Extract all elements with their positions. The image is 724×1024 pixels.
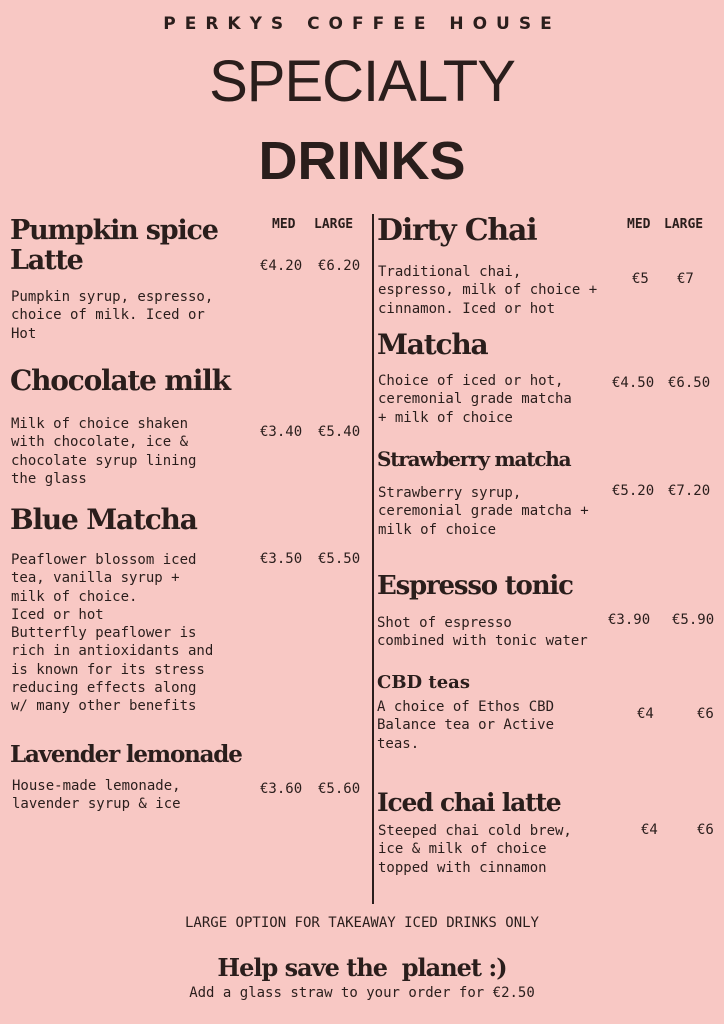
item-price-large: €5.50 [318,551,361,567]
item-name: Blue Matcha [10,503,197,536]
item-price-med: €4.20 [260,258,303,274]
item-price-large: €5.90 [672,612,715,628]
right-med-header: MED [627,217,651,232]
left-med-header: MED [272,217,296,232]
item-name: CBD teas [377,672,470,693]
glass-straw-offer: Add a glass straw to your order for €2.50 [189,985,535,1001]
item-name: Lavender lemonade [10,741,242,768]
item-name: Pumpkin spice Latte [10,215,218,276]
item-price-med: €4.50 [612,375,655,391]
item-description: Strawberry syrup, ceremonial grade matcha + milk of choice [378,485,589,538]
item-price-med: €3.60 [260,781,303,797]
item-name: Iced chai latte [377,788,561,817]
item-description: Choice of iced or hot, ceremonial grade matcha + milk of choice [378,373,572,426]
item-description: Peaflower blossom iced tea, vanilla syrup + milk of choice. Iced or hot Butterfly peaflower is rich in antioxidants and is known for its stress reducing effects along w/ many other benefits [11,552,214,715]
item-name: Matcha [377,328,488,361]
planet-heading: Help save the planet :) [217,953,507,982]
item-name: Espresso tonic [377,571,573,601]
page-title-drinks: DRINKS [258,131,466,191]
item-price-large: €7 [677,271,694,287]
item-price-large: €5.40 [318,424,361,440]
item-price-med: €5.20 [612,483,655,499]
left-large-header: LARGE [314,217,354,232]
item-description: Milk of choice shaken with chocolate, ice & chocolate syrup lining the glass [11,416,197,487]
column-divider [372,214,374,904]
item-description: Traditional chai, espresso, milk of choice + cinnamon. Iced or hot [378,264,598,317]
item-price-med: €3.90 [608,612,651,628]
item-name: Dirty Chai [377,213,537,248]
item-name: Chocolate milk [10,364,230,397]
item-price-med: €4 [641,822,658,838]
brand-name: PERKYS COFFEE HOUSE [163,14,561,34]
item-description: A choice of Ethos CBD Balance tea or Active teas. [377,699,555,752]
item-price-med: €4 [637,706,654,722]
item-description: Pumpkin syrup, espresso, choice of milk. Iced or Hot [11,289,214,342]
item-description: Shot of espresso combined with tonic water [377,615,588,650]
item-price-large: €6.20 [318,258,361,274]
item-price-large: €7.20 [668,483,711,499]
item-name: Strawberry matcha [377,447,571,471]
item-price-large: €6.50 [668,375,711,391]
item-price-med: €5 [632,271,649,287]
item-price-med: €3.40 [260,424,303,440]
page-title-specialty: SPECIALTY [209,49,515,114]
item-price-med: €3.50 [260,551,303,567]
item-price-large: €6 [697,706,714,722]
item-price-large: €6 [697,822,714,838]
item-price-large: €5.60 [318,781,361,797]
right-large-header: LARGE [664,217,704,232]
item-description: House-made lemonade, lavender syrup & ice [12,778,181,813]
takeaway-note: LARGE OPTION FOR TAKEAWAY ICED DRINKS ONLY [184,915,539,931]
item-description: Steeped chai cold brew, ice & milk of choice topped with cinnamon [378,823,572,876]
